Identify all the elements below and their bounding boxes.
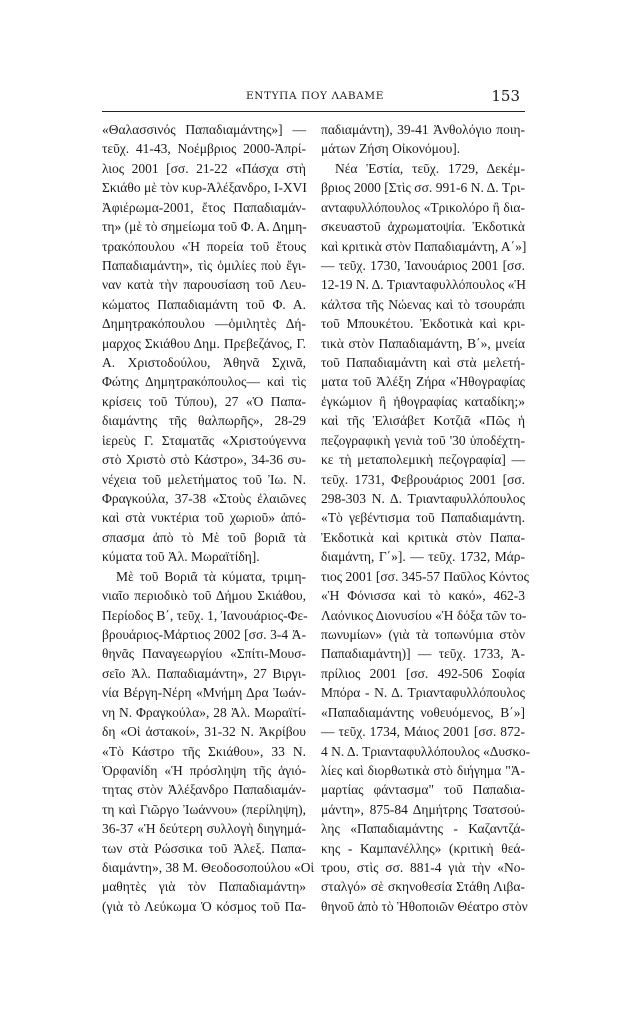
text-line: σπασμα ἀπὸ τὸ Μὲ τοῦ βοριᾶ τὰ bbox=[102, 529, 306, 545]
text-line: μάντη», 875-84 Δημήτρης Τσατσού- bbox=[321, 801, 525, 817]
text-line: παδιαμάντη), 39-41 Ἀνθολόγιο ποιη- bbox=[321, 122, 525, 137]
text-line: κης - Καμπανέλλης» (κριτικὴ θεά- bbox=[321, 840, 525, 856]
page-number: 153 bbox=[491, 87, 520, 105]
text-line: τοῦ Μπουκέτου. Ἐκδοτικὰ καὶ κρι- bbox=[321, 316, 525, 332]
page-header bbox=[0, 80, 627, 110]
text-line: καὶ κριτικὰ στὸν Παπαδιαμάντη, Α΄»] bbox=[321, 238, 527, 254]
text-line: τητας στὸν Ἀλέξανδρο Παπαδιαμάν- bbox=[102, 782, 306, 798]
text-line: δη «Οἱ ἀστακοί», 31-32 Ν. Ἀκρίβου bbox=[102, 724, 306, 740]
text-line: τεῦχ. 41-43, Νοέμβριος 2000-Ἀπρί- bbox=[102, 141, 306, 157]
text-line: κε τὴ μεταπολεμικὴ πεζογραφία] — bbox=[321, 452, 525, 468]
text-line: μαρτίας φάντασμα" τοῦ Παπαδια- bbox=[321, 782, 525, 798]
text-line: τρου, στὶς σσ. 881-4 γιὰ τὴν «Νο- bbox=[321, 860, 525, 876]
running-head: ΕΝΤΥΠΑ ΠΟΥ ΛΑΒΑΜΕ bbox=[246, 90, 384, 102]
text-line: Μὲ τοῦ Βοριᾶ τὰ κύματα, τριμη- bbox=[116, 568, 306, 584]
text-line: κύματα τοῦ Ἀλ. Μωραϊτίδη]. bbox=[102, 549, 260, 565]
header-rule bbox=[102, 111, 525, 112]
text-line: Ἐκδοτικὰ καὶ κριτικὰ στὸν Παπα- bbox=[321, 529, 525, 545]
text-line: βριος 2000 [Στὶς σσ. 991-6 Ν. Δ. Τρι- bbox=[321, 180, 525, 196]
text-line: Ὀρφανίδη «Ἡ πρόσληψη τῆς ἁγιό- bbox=[102, 762, 306, 778]
text-line: τοῦ Παπαδιαμάντη καὶ στὰ μελετή- bbox=[321, 355, 525, 371]
text-line: Δημητρακόπουλου —ὁμιλητὲς Δή- bbox=[102, 316, 306, 332]
text-line: «Τὸ γεβέντισμα τοῦ Παπαδιαμάντη. bbox=[321, 510, 525, 526]
text-line: θηνᾶς Παναγεωργίου «Σπίτι-Μουσ- bbox=[102, 646, 306, 662]
text-line: (γιὰ τὸ Λεύκωμα Ὁ κόσμος τοῦ Πα- bbox=[102, 898, 306, 914]
text-line: βρουάριος-Μάρτιος 2002 [σσ. 3-4 Ἀ- bbox=[102, 626, 306, 642]
text-line: κάλτσα τῆς Νώενας καὶ τὸ τσουράπι bbox=[321, 296, 525, 312]
text-line: κώματος Παπαδιαμάντη τοῦ Φ. Α. bbox=[102, 296, 306, 312]
text-line: διαμάντης τῆς θαλπωρῆς», 28-29 bbox=[102, 413, 306, 429]
text-line: λίες καὶ διορθωτικὰ στὸ διήγημα "Ἁ- bbox=[321, 762, 525, 778]
text-line: λιος 2001 [σσ. 21-22 «Πάσχα στὴ bbox=[102, 160, 306, 176]
text-line: «Τὸ Κάστρο τῆς Σκιάθου», 33 Ν. bbox=[102, 743, 306, 759]
text-line: μαθητὲς γιὰ τὸν Παπαδιαμάντη» bbox=[102, 879, 306, 895]
left-column bbox=[102, 120, 315, 916]
text-line: θηνοῦ ἀπὸ τὸ Ἠθοποιῶν Θέατρο στὸν bbox=[321, 898, 528, 914]
text-line: διαμάντη», 38 Μ. Θεοδοσοπούλου «Οἱ bbox=[102, 860, 315, 876]
text-line: Νέα Ἑστία, τεῦχ. 1729, Δεκέμ- bbox=[335, 160, 525, 176]
text-line: κρίσεις τοῦ Τύπου), 27 «Ὁ Παπα- bbox=[102, 393, 306, 409]
text-line: ἱερεὺς Γ. Σταματᾶς «Χριστούγεννα bbox=[102, 432, 306, 448]
text-line: λης «Παπαδιαμάντης - Καζαντζά- bbox=[321, 821, 525, 837]
text-line: σκευαστοῦ ἀχρωματοψία. Ἐκδοτικὰ bbox=[321, 219, 525, 235]
text-line: ναν κατὰ τὴν παρουσίαση τοῦ Λευ- bbox=[102, 277, 306, 293]
text-line: τη καὶ Γιῶργο Ἰωάννου» (περίληψη), bbox=[102, 801, 306, 817]
text-line: νιαῖο περιοδικὸ τοῦ Δήμου Σκιάθου, bbox=[102, 588, 306, 604]
text-line: 36-37 «Ἡ δεύτερη συλλογὴ διηγημά- bbox=[102, 821, 306, 837]
text-line: των στὰ Ρώσσικα τοῦ Ἀλεξ. Παπα- bbox=[102, 840, 306, 856]
text-line: «Παπαδιαμάντης νοθευόμενος, Β΄»] bbox=[321, 704, 525, 720]
text-line: — τεῦχ. 1730, Ἰανουάριος 2001 [σσ. bbox=[321, 257, 525, 273]
text-line: 4 Ν. Δ. Τριανταφυλλόπουλος «Δυσκο- bbox=[321, 743, 531, 759]
text-line: μάτων Ζήση Οἰκονόμου]. bbox=[321, 141, 461, 157]
text-line: «Θαλασσινός Παπαδιαμάντης»] — bbox=[102, 122, 306, 137]
text-line: Περίοδος Β΄, τεῦχ. 1, Ἰανουάριος-Φε- bbox=[102, 607, 308, 623]
text-line: πωνυμίων» (γιὰ τὰ τοπωνύμια στὸν bbox=[321, 626, 525, 642]
text-line: στὸ Χριστὸ στὸ Κάστρο», 34-36 συ- bbox=[102, 452, 306, 468]
text-line: σεῖο Ἀλ. Παπαδιαμάντη», 27 Βιργι- bbox=[102, 665, 306, 681]
text-line: Σκιάθο μὲ τὸν κυρ-Ἀλέξανδρο, I-XVI bbox=[102, 180, 307, 196]
text-line: πεζογραφικὴ γενιὰ τοῦ '30 ὑποδέχτη- bbox=[321, 432, 525, 448]
right-column bbox=[321, 120, 531, 916]
text-line: 298-303 Ν. Δ. Τριανταφυλλόπουλος bbox=[321, 491, 525, 507]
text-line: Λαόνικος Διονυσίου «Ἡ δόξα τῶν το- bbox=[321, 607, 527, 623]
text-line: νέχεια τοῦ μελετήματος τοῦ Ἰω. Ν. bbox=[102, 471, 306, 487]
text-line: διαμάντη, Γ΄»]. — τεῦχ. 1732, Μάρ- bbox=[321, 549, 525, 565]
text-line: καὶ τῆς Ἐλισάβετ Κοτζιᾶ «Πῶς ἡ bbox=[321, 413, 525, 429]
text-line: Παπαδιαμάντη», τὶς ὁμιλίες ποὺ ἔγι- bbox=[102, 257, 306, 273]
text-line: τεῦχ. 1731, Φεβρουάριος 2001 [σσ. bbox=[321, 471, 525, 487]
text-line: Φώτης Δημητρακόπουλος— καὶ τὶς bbox=[102, 374, 306, 390]
text-line: — τεῦχ. 1734, Μάιος 2001 [σσ. 872- bbox=[321, 724, 525, 740]
text-line: τικὰ στὸν Παπαδιαμάντη, Β΄», μνεία bbox=[321, 335, 525, 351]
text-line: τιος 2001 [σσ. 345-57 Παῦλος Κόντος bbox=[321, 568, 529, 584]
text-line: Μπόρα - Ν. Δ. Τριανταφυλλόπουλος bbox=[321, 685, 525, 701]
text-line: πρίλιος 2001 [σσ. 492-506 Σοφία bbox=[321, 665, 525, 681]
text-line: ανταφυλλόπουλος «Τρικολόρο ἢ δια- bbox=[321, 199, 525, 215]
text-line: Α. Χριστοδούλου, Ἀθηνᾶ Σχινᾶ, bbox=[102, 355, 306, 371]
text-line: ματα τοῦ Ἀλέξη Ζήρα «Ἠθογραφίας bbox=[321, 374, 525, 390]
text-line: ἐγκώμιον ἢ ἠθογραφίας καταδίκη;» bbox=[321, 393, 525, 409]
text-line: μαρχος Σκιάθου Δημ. Πρεβεζάνος, Γ. bbox=[102, 335, 306, 351]
text-line: τρακόπουλου «Ἡ πορεία τοῦ ἔτους bbox=[102, 238, 306, 254]
text-line: σταλγό» σὲ σκηνοθεσία Στάθη Λιβα- bbox=[321, 879, 525, 895]
text-line: «Ἡ Φόνισσα καὶ τὸ κακό», 462-3 bbox=[321, 588, 525, 604]
text-line: νία Βέργη-Νέρη «Μνήμη Δρα Ἰωάν- bbox=[102, 685, 306, 701]
text-line: τη» (μὲ τὸ σημείωμα τοῦ Φ. Α. Δημη- bbox=[102, 219, 307, 235]
text-line: Ἀφιέρωμα-2001, ἔτος Παπαδιαμάν- bbox=[102, 199, 306, 215]
text-line: Παπαδιαμάντη)] — τεῦχ. 1733, Ἀ- bbox=[321, 646, 525, 662]
text-line: νη Ν. Φραγκούλα», 28 Ἀλ. Μωραϊτί- bbox=[102, 704, 306, 720]
text-line: 12-19 Ν. Δ. Τριανταφυλλόπουλος «Ἡ bbox=[321, 277, 527, 293]
text-line: Φραγκούλα, 37-38 «Στοὺς ἐλαιῶνες bbox=[102, 491, 306, 507]
text-line: καὶ στὰ νυκτέρια τοῦ χωριοῦ» ἀπό- bbox=[102, 510, 306, 526]
